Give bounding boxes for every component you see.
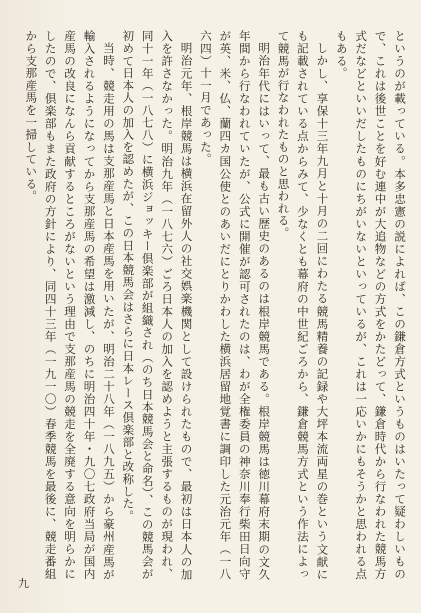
paragraph: 当時、競走用の馬は支那産馬と日本産馬を用いたが、明治二十八年（一八九五）から豪州産馬が輸入されるようになってから支那産馬の希望は激減し、のちに明治四十年・九〇七政府当局が国内産馬の改良になんら貢献するところがないという理由で支那産馬の競走を全廃する意向を明らかにしたので、倶楽部もまた政府の方針により、同四十三年（一九一〇）春季競馬を最後に、競走番組から支那産馬を一掃している。	[24, 30, 116, 580]
paragraph: 明治年代にはいって、最も古い歴史のあるのは根岸競馬である。根岸競馬は徳川幕府末期の文久年間から行なわれていたが、公式に開催が認可されたのは、わが全権委員の神奈川奉行柴田日向守が英、米、仏、蘭四カ国公使とのあいだにとりかわした横浜居留地覚書に調印した元治元年（一八六四）十一月であった。	[198, 30, 272, 580]
paragraph: というのが載っている。本多忠憲の説によれば、この鎌倉方式というものはいたって疑わしいもので、これは後世ことを好む連中が大追物などの方式をかたどって、鎌倉時代から行なわれた競馬方式だなどといいだしたものにちがいないといっているが、これは一応いかにもそうかと思われる点もある。	[334, 30, 407, 580]
body-text	[19, 30, 409, 580]
paragraph: 明治元年、根岸競馬は横浜在留外人の社交娯楽機関として設けられたもので、最初は日本人の加入を許さなかった。明治九年（一八七六）ごろ日本人の加入を認めようと主張するものが現われ、同十一年（一八七八）に横浜ジョッキー倶楽部が組織され（のち日本競馬会と命名）、この競馬会が初めて日本人の加入を認めたが、この日本競馬会はさらに日本レース倶楽部と改称した。	[121, 30, 194, 580]
page-number: 九	[18, 577, 29, 590]
paragraph: しかし、享保十三年九月と十月の二回にわたる競馬精養の記録や大坪本流両星の巻という文献にも記載されている点からみて、少なくとも幕府の中世紀ごろから、鎌倉競馬方式という作法によって競馬が行なわれたものと思われる。	[276, 30, 330, 580]
